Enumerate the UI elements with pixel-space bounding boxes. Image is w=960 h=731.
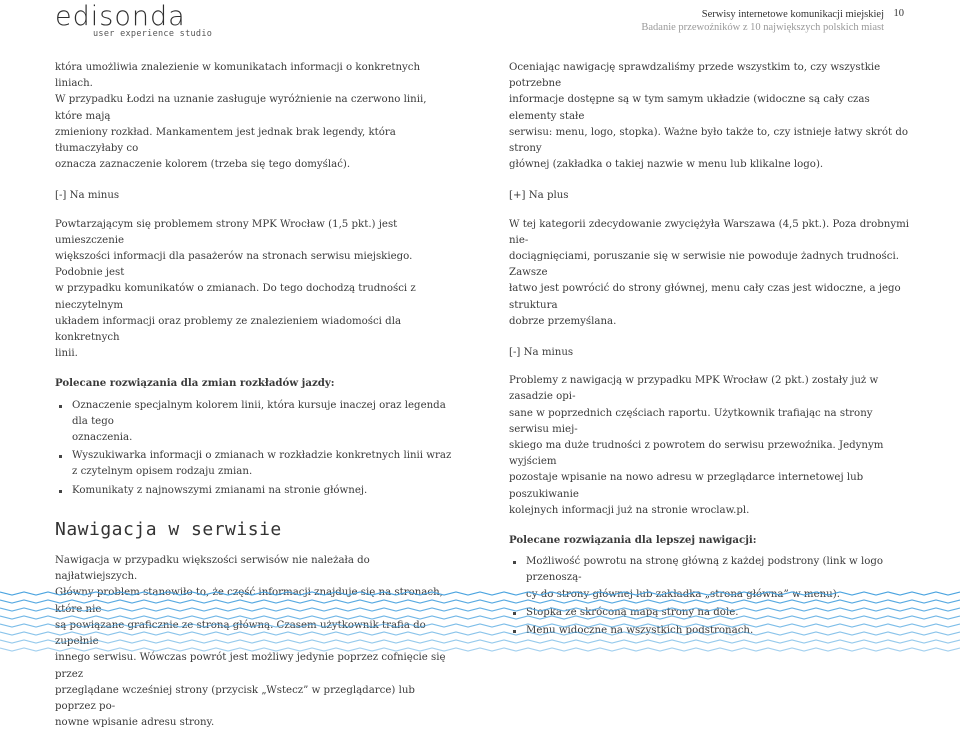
- text-line: Wyszukiwarka informacji o zmianach w rozkładzie konkretnych linii wraz: [72, 450, 452, 462]
- text-line: oznacza zaznaczenie kolorem (trzeba się tego domyślać).: [55, 159, 351, 171]
- text-line: głównej (zakładka o takiej nazwie w menu lub klikalne logo).: [509, 159, 824, 171]
- intro-paragraph: [509, 60, 911, 173]
- text-line: kolejnych informacji już na stronie wroclaw.pl.: [509, 504, 750, 516]
- text-line: Problemy z nawigacją w przypadku MPK Wrocław (2 pkt.) zostały już w zasadzie opi-: [509, 375, 879, 403]
- section-heading: Nawigacja w serwisie: [55, 518, 282, 540]
- minus-paragraph: [55, 217, 455, 363]
- text-line: oznaczenia.: [72, 432, 133, 444]
- text-line: przeglądane wcześniej strony (przycisk „Wstecz” w przeglądarce) lub poprzez po-: [55, 684, 415, 712]
- text-line: Nawigacja w przypadku większości serwisów nie należała do najłatwiejszych.: [55, 555, 370, 583]
- wave-line: [0, 608, 960, 611]
- header-title: Serwisy internetowe komunikacji miejskiej: [701, 9, 884, 20]
- page-number: 10: [893, 8, 904, 19]
- text-line: która umożliwia znalezienie w komunikatach informacji o konkretnych liniach.: [55, 62, 421, 90]
- text-line: Oceniając nawigację sprawdzaliśmy przede wszystkim to, czy wszystkie potrzebne: [509, 62, 881, 90]
- text-line: w przypadku komunikatów o zmianach. Do tego dochodzą trudności z nieczytelnym: [55, 283, 416, 311]
- logo-wordmark: edisonda: [55, 1, 186, 32]
- wave-line: [0, 624, 960, 627]
- text-line: większości informacji dla pasażerów na stronach serwisu miejskiego. Podobnie jest: [55, 251, 413, 279]
- text-line: serwisu: menu, logo, stopka). Ważne było także to, czy istnieje łatwy skrót do strony: [509, 126, 909, 155]
- plus-paragraph: [509, 217, 911, 330]
- text-line: są powiązane graficznie ze stroną główną. Czasem użytkownik trafia do zupełnie: [55, 619, 426, 648]
- wave-line: [0, 600, 960, 603]
- text-line: innego serwisu. Wówczas powrót jest możliwy jedynie poprzez cofnięcie się przez: [55, 652, 446, 680]
- text-line: z czytelnym opisem rodzaju zmian.: [72, 466, 253, 478]
- text-line: dociągnięciami, poruszanie się w serwisie nie powoduje żadnych trudności. Zawsze: [509, 251, 899, 279]
- text-line: nowne wpisanie adresu strony.: [55, 717, 215, 729]
- list-item: [72, 448, 455, 480]
- header-subtitle: Badanie przewoźników z 10 największych polskich miast: [641, 22, 884, 33]
- text-line: układem informacji oraz problemy ze znalezieniem wiadomości dla konkretnych: [55, 315, 402, 344]
- intro-paragraph: [55, 60, 455, 173]
- text-line: łatwo jest powrócić do strony głównej, menu cały czas jest widoczne, a jego struktura: [509, 283, 901, 311]
- solutions-list: [55, 398, 455, 499]
- wave-lines: [0, 592, 960, 651]
- wave-line: [0, 648, 960, 651]
- minus-label: [-] Na minus: [509, 347, 574, 359]
- list-item: [72, 483, 455, 499]
- wave-line: [0, 616, 960, 619]
- text-line: Możliwość powrotu na stronę główną z każdej podstrony (link w logo przenoszą-: [526, 556, 884, 584]
- text-line: skiego ma duże trudności z powrotem do serwisu przewoźnika. Jedynym wyjściem: [509, 440, 884, 468]
- text-line: Stopka ze skróconą mapą strony na dole.: [526, 606, 739, 618]
- text-line: sane w poprzednich częściach raportu. Użytkownik trafiając na strony serwisu miej-: [509, 407, 873, 435]
- text-line: W tej kategorii zdecydowanie zwyciężyła Warszawa (4,5 pkt.). Poza drobnymi nie-: [509, 218, 910, 246]
- text-line: zmieniony rozkład. Mankamentem jest jednak brak legendy, która tłumaczyłaby co: [55, 126, 396, 155]
- solutions-title: Polecane rozwiązania dla lepszej nawigacji:: [509, 534, 757, 547]
- wave-decoration: [0, 586, 960, 652]
- text-line: Komunikaty z najnowszymi zmianami na stronie głównej.: [72, 484, 368, 496]
- logo-tagline: user experience studio: [93, 29, 213, 39]
- text-line: linii.: [55, 348, 78, 360]
- right-column: [509, 60, 911, 641]
- wave-line: [0, 592, 960, 595]
- minus-paragraph: [509, 373, 911, 519]
- list-item: [72, 398, 455, 447]
- text-line: informacje dostępne są w tym samym układzie (widoczne są cały czas elementy stałe: [509, 94, 870, 122]
- text-line: Oznaczenie specjalnym kolorem linii, która kursuje inaczej oraz legenda dla tego: [72, 399, 446, 427]
- running-header: [641, 8, 884, 34]
- text-line: W przypadku Łodzi na uznanie zasługuje wyróżnienie na czerwono linii, które mają: [55, 94, 427, 122]
- text-line: Główny problem stanowiło to, że część informacji znajduje się na stronach, które nie: [55, 587, 443, 615]
- plus-label: [+] Na plus: [509, 190, 569, 202]
- minus-label: [-] Na minus: [55, 190, 120, 202]
- text-line: Powtarzającym się problemem strony MPK Wrocław (1,5 pkt.) jest umieszczenie: [55, 218, 398, 246]
- wave-line: [0, 640, 960, 643]
- wave-line: [0, 632, 960, 635]
- solutions-title: Polecane rozwiązania dla zmian rozkładów jazdy:: [55, 377, 335, 390]
- text-line: cy do strony głównej lub zakładka „strona główna” w menu).: [526, 588, 840, 600]
- text-line: Menu widoczne na wszystkich podstronach.: [526, 625, 754, 637]
- text-line: dobrze przemyślana.: [509, 315, 617, 327]
- edisonda-logo: [55, 2, 212, 39]
- text-line: pozostaje wpisanie na nowo adresu w przeglądarce internetowej lub poszukiwanie: [509, 472, 864, 500]
